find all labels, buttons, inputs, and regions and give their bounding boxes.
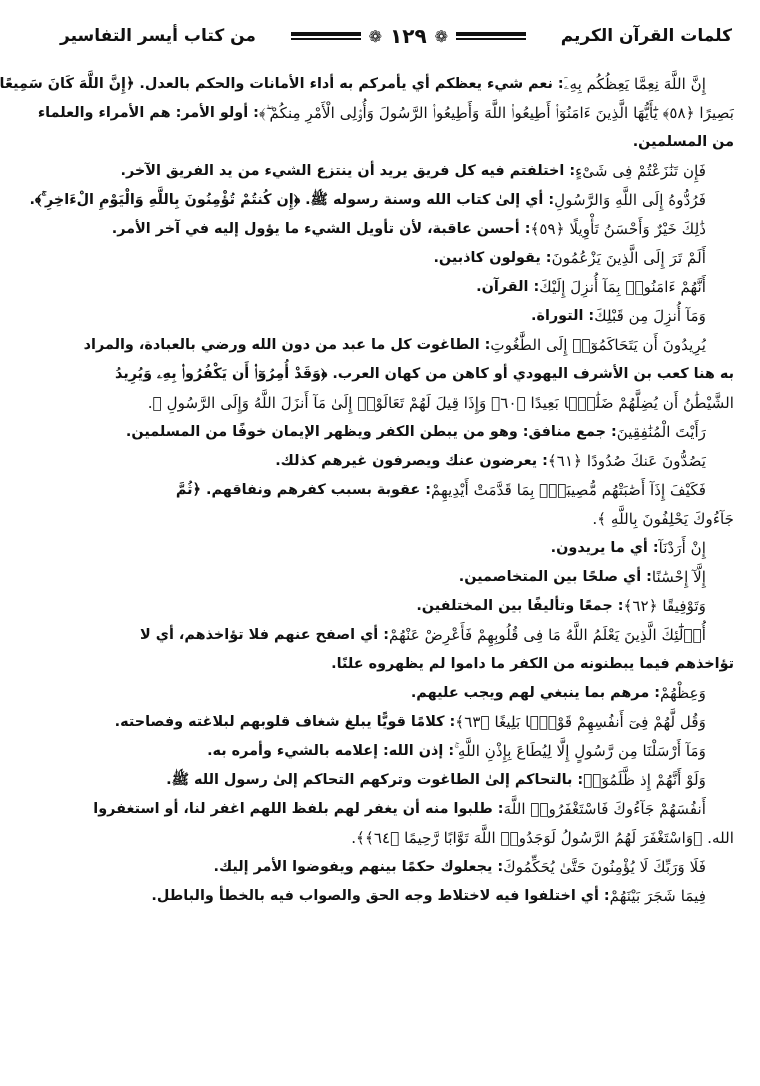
header-title-right: كلمات القرآن الكريم xyxy=(560,26,732,46)
text-line xyxy=(60,824,734,853)
text-line xyxy=(60,650,734,679)
page-body xyxy=(0,70,734,911)
explanation-text: : أي ما يريدون. xyxy=(550,540,659,557)
explanation-text: : اختلفتم فيه كل فريق يريد أن ينتزع الشيء من يد الفريق الآخر. xyxy=(120,163,576,180)
text-line xyxy=(60,737,734,766)
text-line xyxy=(60,795,734,824)
explanation-text: : أي اختلفوا فيه لاختلاط وجه الحق والصواب فيه بالخطأ والباطل. xyxy=(151,888,610,905)
explanation-text: : الطاغوت كل ما عبد من دون الله ورضي بالعبادة، والمراد xyxy=(83,337,491,354)
text-line xyxy=(60,331,734,360)
quran-phrase: يُرِيدُونَ أَن يَتَحَاكَمُوٓا۟ إِلَى الطَّٰغُوتِ xyxy=(490,335,706,354)
explanation-text: من المسلمين. xyxy=(632,134,734,151)
quran-phrase: فَكَيْفَ إِذَآ أَصَٰبَتْهُم مُّصِيبَةٌۢ بِمَا قَدَّمَتْ أَيْدِيهِمْ xyxy=(431,480,706,499)
text-line xyxy=(60,389,734,418)
explanation-text: : يجعلوك حكمًا بينهم ويفوضوا الأمر إليك. xyxy=(213,859,504,876)
text-line xyxy=(60,447,734,476)
text-line xyxy=(60,534,734,563)
quran-phrase: أَلَمْ تَرَ إِلَى الَّذِينَ يَزْعُمُونَ xyxy=(551,248,706,267)
explanation-text: : مرهم بما ينبغي لهم ويجب عليهم. xyxy=(410,685,661,702)
quran-phrase: فَإِن تَنَٰزَعْتُمْ فِى شَىْءٍ xyxy=(575,161,706,180)
quran-phrase: وَمَآ أَرْسَلْنَا مِن رَّسُولٍ إِلَّا لِيُطَاعَ بِإِذْنِ اللَّهِ ۚ xyxy=(454,741,706,760)
quran-phrase: أَنفُسَهُمْ جَآءُوكَ فَاسْتَغْفَرُوا۟ اللَّهَ xyxy=(503,799,706,818)
explanation-text: : أولو الأمر: هم الأمراء والعلماء xyxy=(37,105,259,122)
explanation-text: : أي اصفح عنهم فلا تؤاخذهم، أي لا xyxy=(140,627,389,644)
quran-phrase: وَلَوْ أَنَّهُمْ إِذ ظَّلَمُوٓا۟ xyxy=(583,770,706,789)
quran-phrase: وَتَوْفِيقًا ﴿٦٢﴾ xyxy=(623,596,706,615)
quran-phrase: وَقُل لَّهُمْ فِىٓ أَنفُسِهِمْ قَوْلًۢا بَلِيغًا ﴿٦٣﴾ xyxy=(455,712,706,731)
text-line xyxy=(60,708,734,737)
quran-phrase: جَآءُوكَ يَحْلِفُونَ بِاللَّهِ ﴾. xyxy=(592,509,734,528)
header-rule-left xyxy=(291,32,361,40)
text-line xyxy=(60,360,734,389)
text-line xyxy=(60,157,734,186)
text-line xyxy=(60,679,734,708)
text-line xyxy=(0,70,734,99)
quran-phrase: ذَٰلِكَ خَيْرٌ وَأَحْسَنُ تَأْوِيلًا ﴿٥٩﴾ xyxy=(530,219,706,238)
explanation-text: : أي إلىٰ كتاب الله وسنة رسوله ﷺ. ﴿إِن كُنتُمْ تُؤْمِنُونَ بِاللَّهِ وَالْيَوْمِ الْءَاخِرِ ۚ﴾. xyxy=(29,192,555,209)
quran-phrase: وَمَآ أُنزِلَ مِن قَبْلِكَ xyxy=(594,306,706,325)
text-line xyxy=(60,592,734,621)
ornament-icon: ❁ xyxy=(368,26,383,46)
quran-phrase: بَصِيرًا ﴿٥٨﴾ يَٰٓأَيُّهَا الَّذِينَ ءَامَنُوٓا۟ أَطِيعُوا۟ اللَّهَ وَأَطِيعُوا۟ الرَّسُولَ وَأُو۟لِى الْأَمْرِ مِنكُمْ ۖ﴾ xyxy=(258,103,734,122)
text-line xyxy=(60,215,734,244)
explanation-text: : عقوبة بسبب كفرهم ونفاقهم. ﴿ثُمَّ xyxy=(175,482,431,499)
text-line xyxy=(60,476,734,505)
explanation-text: : إذن الله: إعلامه بالشيء وأمره به. xyxy=(207,743,455,760)
quran-phrase: الله. ﴿وَاسْتَغْفَرَ لَهُمُ الرَّسُولُ لَوَجَدُوا۟ اللَّهَ تَوَّابًا رَّحِيمًا ﴿٦٤﴾﴾. xyxy=(351,828,734,847)
explanation-text: : طلبوا منه أن يغفر لهم بلفظ اللهم اغفر لنا، أو استغفروا xyxy=(93,801,504,818)
text-line xyxy=(60,766,734,795)
explanation-text: به هنا كعب بن الأشرف اليهودي أو كاهن من كهان العرب. ﴿وَقَدْ أُمِرُوٓا۟ أَن يَكْفُرُوا۟ بِهِۦ وَيُرِيدُ xyxy=(115,366,734,383)
page-header xyxy=(60,18,732,54)
text-line xyxy=(60,244,734,273)
text-line xyxy=(37,99,734,128)
quran-phrase: رَأَيْتَ الْمُنَٰفِقِينَ xyxy=(616,422,706,441)
ornament-icon: ❁ xyxy=(434,26,449,46)
explanation-text: : كلامًا قويًّا يبلغ شغاف قلوبهم لبلاغته وفصاحته. xyxy=(114,714,456,731)
explanation-text: : جمع منافق: وهو من يبطن الكفر ويظهر الإيمان خوفًا من المسلمين. xyxy=(125,424,617,441)
text-line xyxy=(60,505,734,534)
text-line xyxy=(60,621,734,650)
text-line xyxy=(60,128,734,157)
quran-phrase: إِلَّآ إِحْسَٰنًا xyxy=(651,567,706,586)
explanation-text: تؤاخذهم فيما يبطنونه من الكفر ما داموا لم يظهروه علنًا. xyxy=(331,656,734,673)
page-number: ١٢٩ xyxy=(390,24,427,48)
explanation-text: : يعرضون عنك ويصرفون غيرهم كذلك. xyxy=(275,453,548,470)
quran-phrase: فَرُدُّوهُ إِلَى اللَّهِ وَالرَّسُولِ xyxy=(554,190,706,209)
quran-phrase: أُو۟لَٰٓئِكَ الَّذِينَ يَعْلَمُ اللَّهُ مَا فِى قُلُوبِهِمْ فَأَعْرِضْ عَنْهُمْ xyxy=(389,625,706,644)
explanation-text: : أحسن عاقبة، لأن تأويل الشيء ما يؤول إليه في آخر الأمر. xyxy=(111,221,531,238)
text-line xyxy=(60,418,734,447)
explanation-text: : القرآن. xyxy=(476,279,540,296)
quran-phrase: الشَّيْطَٰنُ أَن يُضِلَّهُمْ ضَلَٰلًۢا بَعِيدًا ﴿٦٠﴾ وَإِذَا قِيلَ لَهُمْ تَعَالَوْا۟ إِلَىٰ مَآ أَنزَلَ اللَّهُ وَإِلَى الرَّسُولِ ﴾. xyxy=(147,393,734,412)
quran-phrase: وَعِظْهُمْ xyxy=(660,683,706,702)
text-line xyxy=(60,563,734,592)
explanation-text: : بالتحاكم إلىٰ الطاغوت وتركهم التحاكم إلىٰ رسول الله ﷺ. xyxy=(166,772,584,789)
header-rule-right xyxy=(456,32,526,40)
explanation-text: : التوراة. xyxy=(531,308,595,325)
explanation-text: : جمعًا وتأليفًا بين المختلفين. xyxy=(416,598,624,615)
text-line xyxy=(60,882,734,911)
text-line xyxy=(60,302,734,331)
quran-phrase: إِنْ أَرَدْنَآ xyxy=(658,538,706,557)
text-line xyxy=(29,186,734,215)
quran-phrase: فَلَا وَرَبِّكَ لَا يُؤْمِنُونَ حَتَّىٰ يُحَكِّمُوكَ xyxy=(503,857,706,876)
quran-phrase: إِنَّ اللَّهَ نِعِمَّا يَعِظُكُم بِهِۦٓ xyxy=(563,74,706,93)
explanation-text: : نعم شيء يعظكم أي يأمركم به أداء الأمانات والحكم بالعدل. ﴿إِنَّ اللَّهَ كَانَ سَمِيعًا xyxy=(0,76,564,93)
header-page-number-group xyxy=(291,24,526,48)
quran-phrase: أَنَّهُمْ ءَامَنُوا۟ بِمَآ أُنزِلَ إِلَيْكَ xyxy=(539,277,706,296)
explanation-text: : أي صلحًا بين المتخاصمين. xyxy=(458,569,652,586)
quran-phrase: فِيمَا شَجَرَ بَيْنَهُمْ xyxy=(609,886,706,905)
explanation-text: : يقولون كاذبين. xyxy=(433,250,552,267)
quran-phrase: يَصُدُّونَ عَنكَ صُدُودًا ﴿٦١﴾ xyxy=(547,451,706,470)
text-line xyxy=(60,273,734,302)
text-line xyxy=(60,853,734,882)
header-title-left: من كتاب أيسر التفاسير xyxy=(60,26,256,46)
